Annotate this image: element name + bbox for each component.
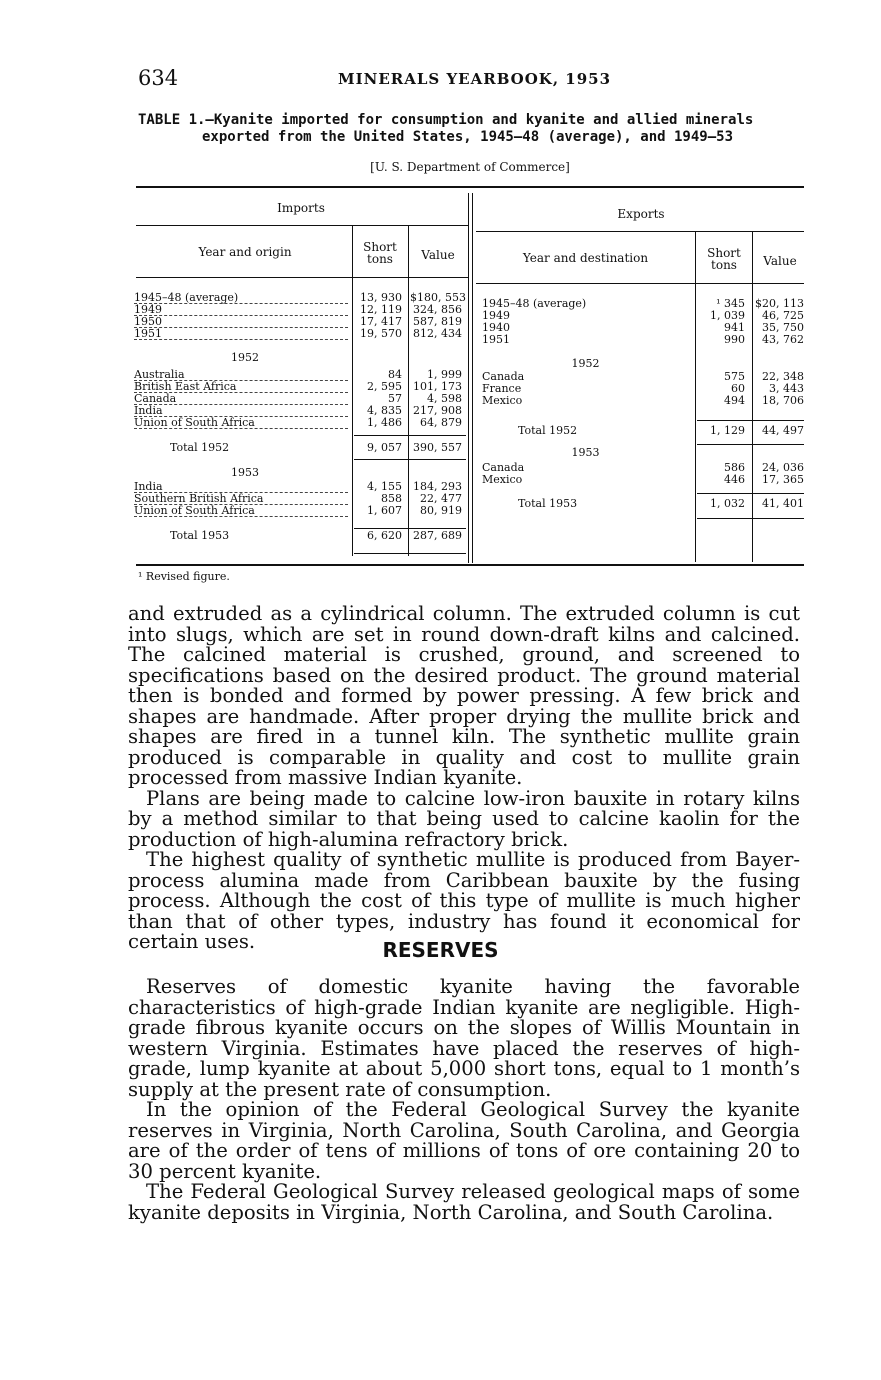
paragraph: The highest quality of synthetic mullite is produced from Bayer-process alumina made from Caribbean bauxite by the fusing process. Although the cost of this type of mullite is much higher than that of other types, industry has found it economical for certain uses. <box>128 848 800 953</box>
imports-row-label: 1949 <box>134 303 162 316</box>
imports-value: 1, 999 <box>427 368 462 381</box>
exports-total1953-rule-a <box>697 493 804 494</box>
exports-value: $20, 113 <box>755 297 804 310</box>
exports-col-year-destination: Year and destination <box>522 251 649 265</box>
imports-total-label: Total 1952 <box>170 441 230 454</box>
exports-value: 35, 750 <box>762 321 804 334</box>
leader-dots <box>134 508 348 517</box>
page-number: 634 <box>138 66 179 90</box>
paragraph: In the opinion of the Federal Geological Survey the kyanite reserves in Virginia, North Carolina, South Carolina, and Georgia are of the order of tens of millions of tons of ore containing 20 to 30 percent kyanite. <box>128 1098 800 1183</box>
leader-dots <box>134 331 348 340</box>
exports-total1952-rule-a <box>697 420 804 421</box>
imports-value: 80, 919 <box>420 504 462 517</box>
imports-row-label: Australia <box>134 368 185 381</box>
imports-value: 217, 908 <box>413 404 462 417</box>
imports-short-tons: 6, 620 <box>367 529 402 542</box>
imports-col-year-origin: Year and origin <box>198 245 292 259</box>
exports-value: 17, 365 <box>762 473 804 486</box>
exports-col-value: Value <box>763 254 797 268</box>
leader-dots <box>134 295 348 304</box>
imports-value: 287, 689 <box>413 529 462 542</box>
exports-short-tons: ¹ 345 <box>716 297 745 310</box>
leader-dots <box>134 319 348 328</box>
body-paragraphs-2 <box>128 977 800 1223</box>
exports-short-tons: 990 <box>724 333 745 346</box>
imports-short-tons: 13, 930 <box>360 291 402 304</box>
paragraph: and extruded as a cylindrical column. The extruded column is cut into slugs, which are set in round down-draft kilns and calcined. The calcined material is crushed, ground, and screened to specifications based on the desired product. The ground material then is bonded and formed by power pressing. A few brick and shapes are handmade. After proper drying the mullite brick and shapes are fired in a tunnel kiln. The synthetic mullite grain produced is comparable in quality and cost to mullite grain processed from massive Indian kyanite. <box>128 602 800 789</box>
imports-row-label: Union of South Africa <box>134 416 255 429</box>
exports-label: Exports <box>617 207 665 221</box>
imports-label: Imports <box>277 201 325 215</box>
exports-short-tons: 586 <box>724 461 745 474</box>
imports-short-tons: 4, 155 <box>367 480 402 493</box>
exports-row-label: 1949 <box>482 309 510 322</box>
exports-total1953-rule-b <box>697 518 804 519</box>
exports-row-label: France <box>482 382 522 395</box>
exports-col-short-tons: Short tons <box>707 246 741 272</box>
imports-value: 64, 879 <box>420 416 462 429</box>
leader-dots <box>134 307 348 316</box>
exports-row-label: Mexico <box>482 473 523 486</box>
imports-short-tons: 858 <box>381 492 402 505</box>
imports-short-tons: 19, 570 <box>360 327 402 340</box>
imports-col-short-tons: Short tons <box>363 240 397 266</box>
exports-row-label: 1945–48 (average) <box>482 297 587 310</box>
exports-colhead-rule <box>476 283 804 284</box>
exports-short-tons: 1, 032 <box>710 497 745 510</box>
imports-exports-divider-2 <box>472 193 473 563</box>
imports-value: 324, 856 <box>413 303 462 316</box>
page-header <box>138 66 798 94</box>
exports-value: 41, 401 <box>762 497 804 510</box>
imports-value: 390, 557 <box>413 441 462 454</box>
exports-short-tons: 1, 129 <box>710 424 745 437</box>
imports-value: 184, 293 <box>413 480 462 493</box>
imports-year-heading: 1952 <box>231 351 259 364</box>
imports-row-label: 1950 <box>134 315 162 328</box>
exports-row-label: Mexico <box>482 394 523 407</box>
imports-row-label: India <box>134 480 163 493</box>
imports-row-label: Southern British Africa <box>134 492 264 505</box>
table-footnote: ¹ Revised figure. <box>138 570 230 583</box>
exports-value: 43, 762 <box>762 333 804 346</box>
paragraph: The Federal Geological Survey released geological maps of some kyanite deposits in Virginia, North Carolina, and South Carolina. <box>128 1180 800 1224</box>
exports-value: 22, 348 <box>762 370 804 383</box>
imports-year-heading: 1953 <box>231 466 259 479</box>
table-source: [U. S. Department of Commerce] <box>370 160 570 174</box>
imports-value: 4, 598 <box>427 392 462 405</box>
table-title-line-2: exported from the United States, 1945–48 (average), and 1949–53 <box>202 129 734 145</box>
leader-dots <box>134 420 348 429</box>
exports-col-divider-1 <box>695 232 696 562</box>
paragraph: Plans are being made to calcine low-iron bauxite in rotary kilns by a method similar to that being used to calcine kaolin for the production of high-alumina refractory brick. <box>128 786 800 851</box>
imports-total1952-rule-b <box>354 459 466 460</box>
imports-row-label: India <box>134 404 163 417</box>
imports-short-tons: 4, 835 <box>367 404 402 417</box>
exports-year-heading: 1952 <box>571 357 600 370</box>
exports-short-tons: 575 <box>724 370 745 383</box>
imports-row-label: British East Africa <box>134 380 237 393</box>
exports-short-tons: 1, 039 <box>710 309 745 322</box>
imports-short-tons: 1, 486 <box>367 416 402 429</box>
body-paragraphs-1 <box>128 604 800 953</box>
exports-short-tons: 60 <box>731 382 745 395</box>
exports-total-label: Total 1953 <box>518 497 578 510</box>
imports-value: $180, 553 <box>410 291 466 304</box>
imports-col-divider-2 <box>408 226 409 556</box>
imports-short-tons: 17, 417 <box>360 315 402 328</box>
imports-short-tons: 2, 595 <box>367 380 402 393</box>
imports-row-label: Canada <box>134 392 177 405</box>
exports-row-label: Canada <box>482 370 525 383</box>
exports-short-tons: 446 <box>724 473 745 486</box>
imports-short-tons: 9, 057 <box>367 441 402 454</box>
exports-subhead-rule <box>476 231 804 232</box>
exports-value: 3, 443 <box>769 382 804 395</box>
imports-subhead-rule <box>136 225 468 226</box>
exports-total-label: Total 1952 <box>518 424 578 437</box>
imports-value: 101, 173 <box>413 380 462 393</box>
exports-row-label: Canada <box>482 461 525 474</box>
imports-value: 22, 477 <box>420 492 462 505</box>
table-bottom-rule <box>136 564 804 566</box>
leader-dots <box>134 396 348 405</box>
exports-short-tons: 494 <box>724 394 745 407</box>
paragraph: Reserves of domestic kyanite having the favorable characteristics of high-grade Indian kyanite are negligible. High-grade fibrous kyanite occurs on the slopes of Willis Mountain in western Virginia. Estimates have placed the reserves of high-grade, lump kyanite at about 5,000 short tons, equal to 1 month’s supply at the present rate of consumption. <box>128 975 800 1101</box>
exports-row-label: 1951 <box>482 333 510 346</box>
exports-value: 44, 497 <box>762 424 804 437</box>
imports-short-tons: 1, 607 <box>367 504 402 517</box>
imports-total1952-rule-a <box>354 435 466 436</box>
imports-row-label: 1945–48 (average) <box>134 291 239 304</box>
imports-colhead-rule <box>136 277 468 278</box>
exports-value: 24, 036 <box>762 461 804 474</box>
imports-col-value: Value <box>421 248 455 262</box>
imports-total-label: Total 1953 <box>170 529 230 542</box>
exports-short-tons: 941 <box>724 321 745 334</box>
running-head: MINERALS YEARBOOK, 1953 <box>338 70 612 88</box>
imports-value: 812, 434 <box>413 327 462 340</box>
imports-short-tons: 57 <box>388 392 402 405</box>
imports-total1953-rule-b <box>354 553 466 554</box>
exports-value: 46, 725 <box>762 309 804 322</box>
imports-short-tons: 84 <box>388 368 402 381</box>
imports-row-label: Union of South Africa <box>134 504 255 517</box>
exports-year-heading: 1953 <box>571 446 600 459</box>
table-top-rule <box>136 186 804 188</box>
exports-col-divider-2 <box>752 232 753 562</box>
exports-total1952-rule-b <box>697 444 804 445</box>
table-title <box>138 112 808 146</box>
exports-row-label: 1940 <box>482 321 510 334</box>
imports-short-tons: 12, 119 <box>360 303 402 316</box>
imports-exports-divider <box>468 193 469 563</box>
imports-value: 587, 819 <box>413 315 462 328</box>
exports-value: 18, 706 <box>762 394 804 407</box>
imports-col-divider-1 <box>352 226 353 556</box>
table-title-line-1: TABLE 1.—Kyanite imported for consumption and kyanite and allied minerals <box>138 112 754 128</box>
imports-row-label: 1951 <box>134 327 162 340</box>
section-heading: RESERVES <box>382 938 499 962</box>
